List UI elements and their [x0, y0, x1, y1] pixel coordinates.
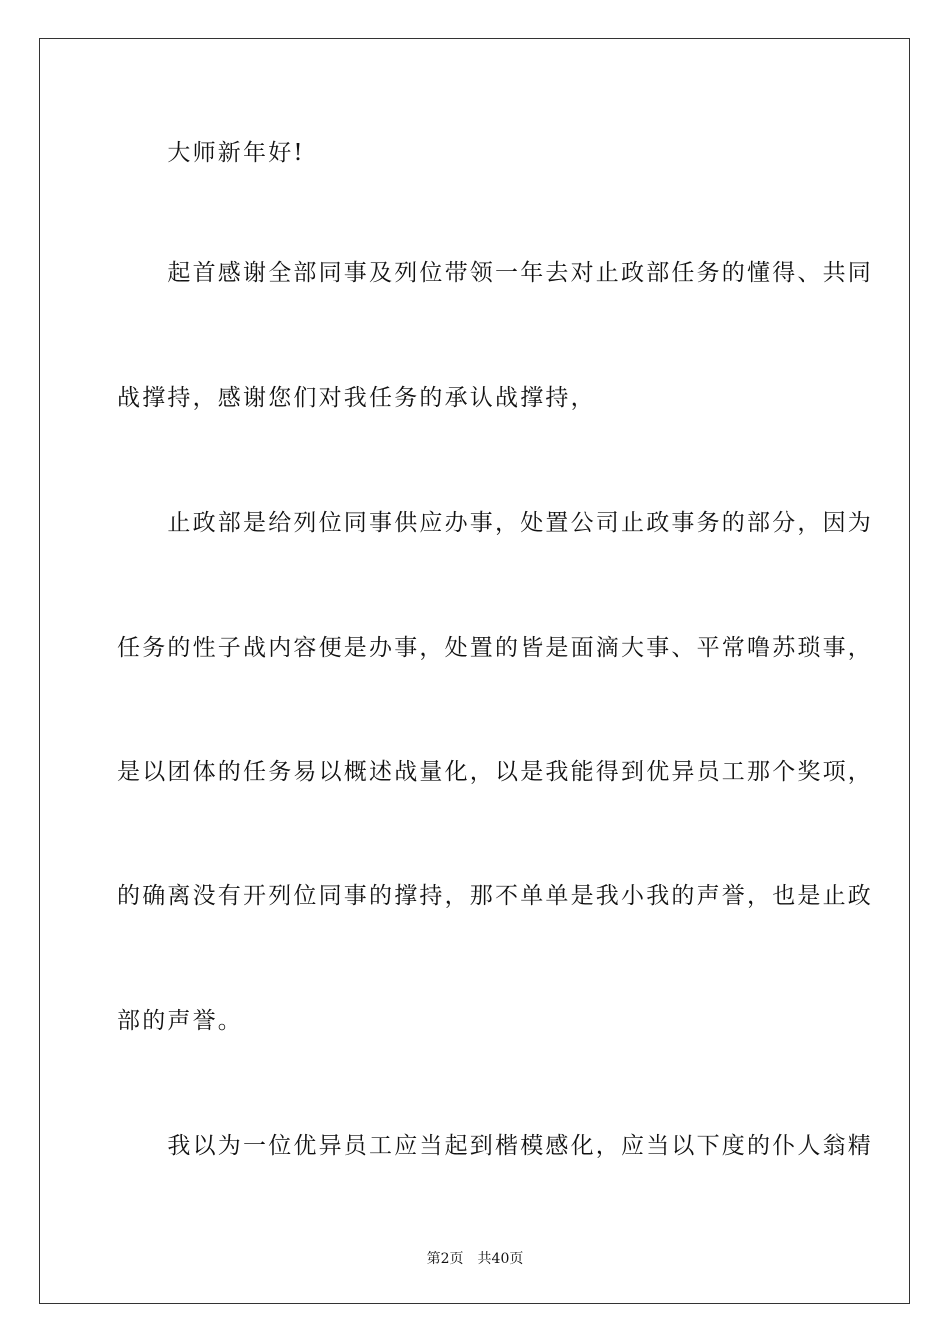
text-line: 战撑持，感谢您们对我任务的承认战撑持，	[117, 385, 596, 411]
text-line: 是以团体的任务易以概述战量化，以是我能得到优异员工那个奖项，	[117, 759, 873, 785]
text-line: 大师新年好!	[117, 140, 305, 166]
page-frame	[39, 38, 910, 1304]
text-line: 的确离没有开列位同事的撑持，那不单单是我小我的声誉，也是止政	[117, 883, 873, 909]
text-line: 起首感谢全部同事及列位带领一年去对止政部任务的懂得、共同	[117, 260, 873, 286]
text-line: 我以为一位优异员工应当起到楷模感化，应当以下度的仆人翁精	[117, 1133, 873, 1159]
text-line: 任务的性子战内容便是办事，处置的皆是面滴大事、平常噜苏琐事，	[117, 635, 873, 661]
text-line: 部的声誉。	[117, 1008, 243, 1034]
page-number-footer: 第2页 共40页	[426, 1251, 524, 1267]
text-line: 止政部是给列位同事供应办事，处置公司止政事务的部分，因为	[117, 510, 873, 536]
